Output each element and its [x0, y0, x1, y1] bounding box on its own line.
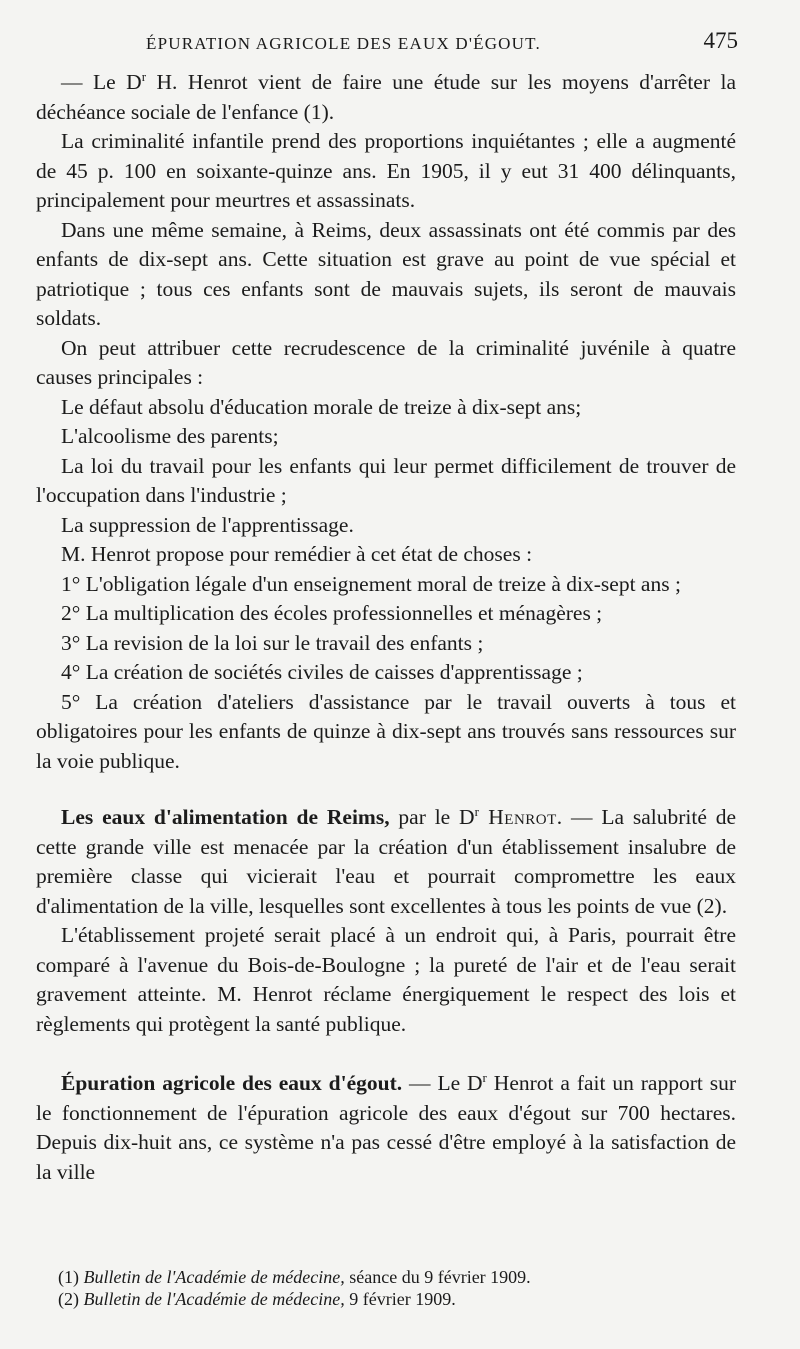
paragraph: On peut attribuer cette recrudescence de la criminalité juvénile à quatre causes principales :	[36, 335, 736, 389]
section-heading: Épuration agricole des eaux d'égout.	[61, 1071, 403, 1095]
section-gap	[36, 1039, 736, 1069]
heading-dash: —	[402, 1071, 438, 1095]
paragraph-lead: Le D	[437, 1071, 483, 1095]
paragraph-rest: H. Henrot vient de faire une étude sur les moyens d'arrêter la déchéance sociale de l'enfance (1).	[36, 70, 737, 124]
paragraph-rest: La salubrité de cette grande ville est menacée par la création d'un établissement insalubre de première classe qui vicierait l'eau et pourrait compromettre les eaux d'alimentation de la ville, lesquelles sont excellentes à tous les points de vue (2).	[36, 805, 736, 918]
section-paragraph	[36, 1069, 736, 1187]
running-title: ÉPURATION AGRICOLE DES EAUX D'ÉGOUT.	[146, 34, 541, 53]
paragraph: La criminalité infantile prend des proportions inquiétantes ; elle a augmenté de 45 p. 100 en soixante-quinze ans. En 1905, il y eut 31 400 délinquants, principalement pour meurtres et assassinats.	[36, 129, 736, 212]
byline-prefix: par le D	[389, 805, 475, 829]
footnote-number: (2)	[58, 1289, 84, 1309]
paragraph	[36, 68, 736, 127]
list-paragraph: L'alcoolisme des parents;	[61, 424, 279, 448]
body-text	[36, 68, 736, 1187]
section-gap	[36, 776, 736, 803]
paragraph: L'établissement projeté serait placé à un endroit qui, à Paris, pourrait être comparé à l'avenue du Bois-de-Boulogne ; la pureté de l'air et de l'eau serait gravement atteinte. M. Henrot réclame énergiquement le respect des lois et règlements qui protègent la santé publique.	[36, 923, 736, 1036]
page-number: 475	[703, 28, 738, 53]
list-paragraph: La loi du travail pour les enfants qui leur permet difficilement de trouver de l'occupation dans l'industrie ;	[36, 453, 736, 507]
footnote-detail: séance du 9 février 1909.	[344, 1267, 531, 1287]
numbered-item: 2° La multiplication des écoles professionnelles et ménagères ;	[61, 601, 603, 625]
superscript: r	[474, 804, 479, 819]
footnotes	[58, 1266, 738, 1310]
numbered-item: 3° La revision de la loi sur le travail des enfants ;	[61, 630, 484, 655]
paragraph-rest: Henrot a fait un rapport sur le fonctionnement de l'épuration agricole des eaux d'égout sur 700 hectares. Depuis dix-huit ans, ce système n'a pas cessé d'être employé à la satisfaction de la ville	[36, 1071, 737, 1184]
byline-dash: . —	[556, 805, 602, 829]
numbered-item: 4° La création de sociétés civiles de caisses d'apprentissage ;	[61, 660, 583, 684]
numbered-item: 5° La création d'ateliers d'assistance par le travail ouverts à tous et obligatoires pour les enfants de quinze à dix-sept ans trouvés sans ressources sur la voie publique.	[36, 689, 736, 773]
paragraph-dash: —	[61, 70, 93, 94]
section-heading: Les eaux d'alimentation de Reims,	[61, 805, 390, 829]
footnote	[58, 1266, 738, 1288]
numbered-item: 1° L'obligation légale d'un enseignement moral de treize à dix-sept ans ;	[61, 571, 681, 596]
footnote-source: Bulletin de l'Académie de médecine,	[83, 1289, 345, 1309]
footnote-number: (1)	[58, 1267, 84, 1287]
footnote-detail: 9 février 1909.	[344, 1289, 456, 1309]
paragraph: M. Henrot propose pour remédier à cet état de choses :	[61, 542, 533, 566]
running-head	[36, 28, 736, 62]
footnote	[58, 1288, 738, 1310]
superscript: r	[141, 69, 147, 84]
list-paragraph: La suppression de l'apprentissage.	[61, 512, 354, 537]
paragraph: Dans une même semaine, à Reims, deux assassinats ont été commis par des enfants de dix-sept ans. Cette situation est grave au point de vue spécial et patriotique ; tous ces enfants sont de mauvais sujets, ils seront de mauvais soldats.	[36, 217, 736, 330]
list-paragraph: Le défaut absolu d'éducation morale de treize à dix-sept ans;	[61, 394, 582, 419]
author-name: Henrot	[478, 805, 557, 829]
footnote-source: Bulletin de l'Académie de médecine,	[83, 1267, 345, 1287]
paragraph-lead: Le D	[93, 70, 142, 94]
superscript: r	[482, 1070, 487, 1085]
section-paragraph	[36, 803, 736, 921]
